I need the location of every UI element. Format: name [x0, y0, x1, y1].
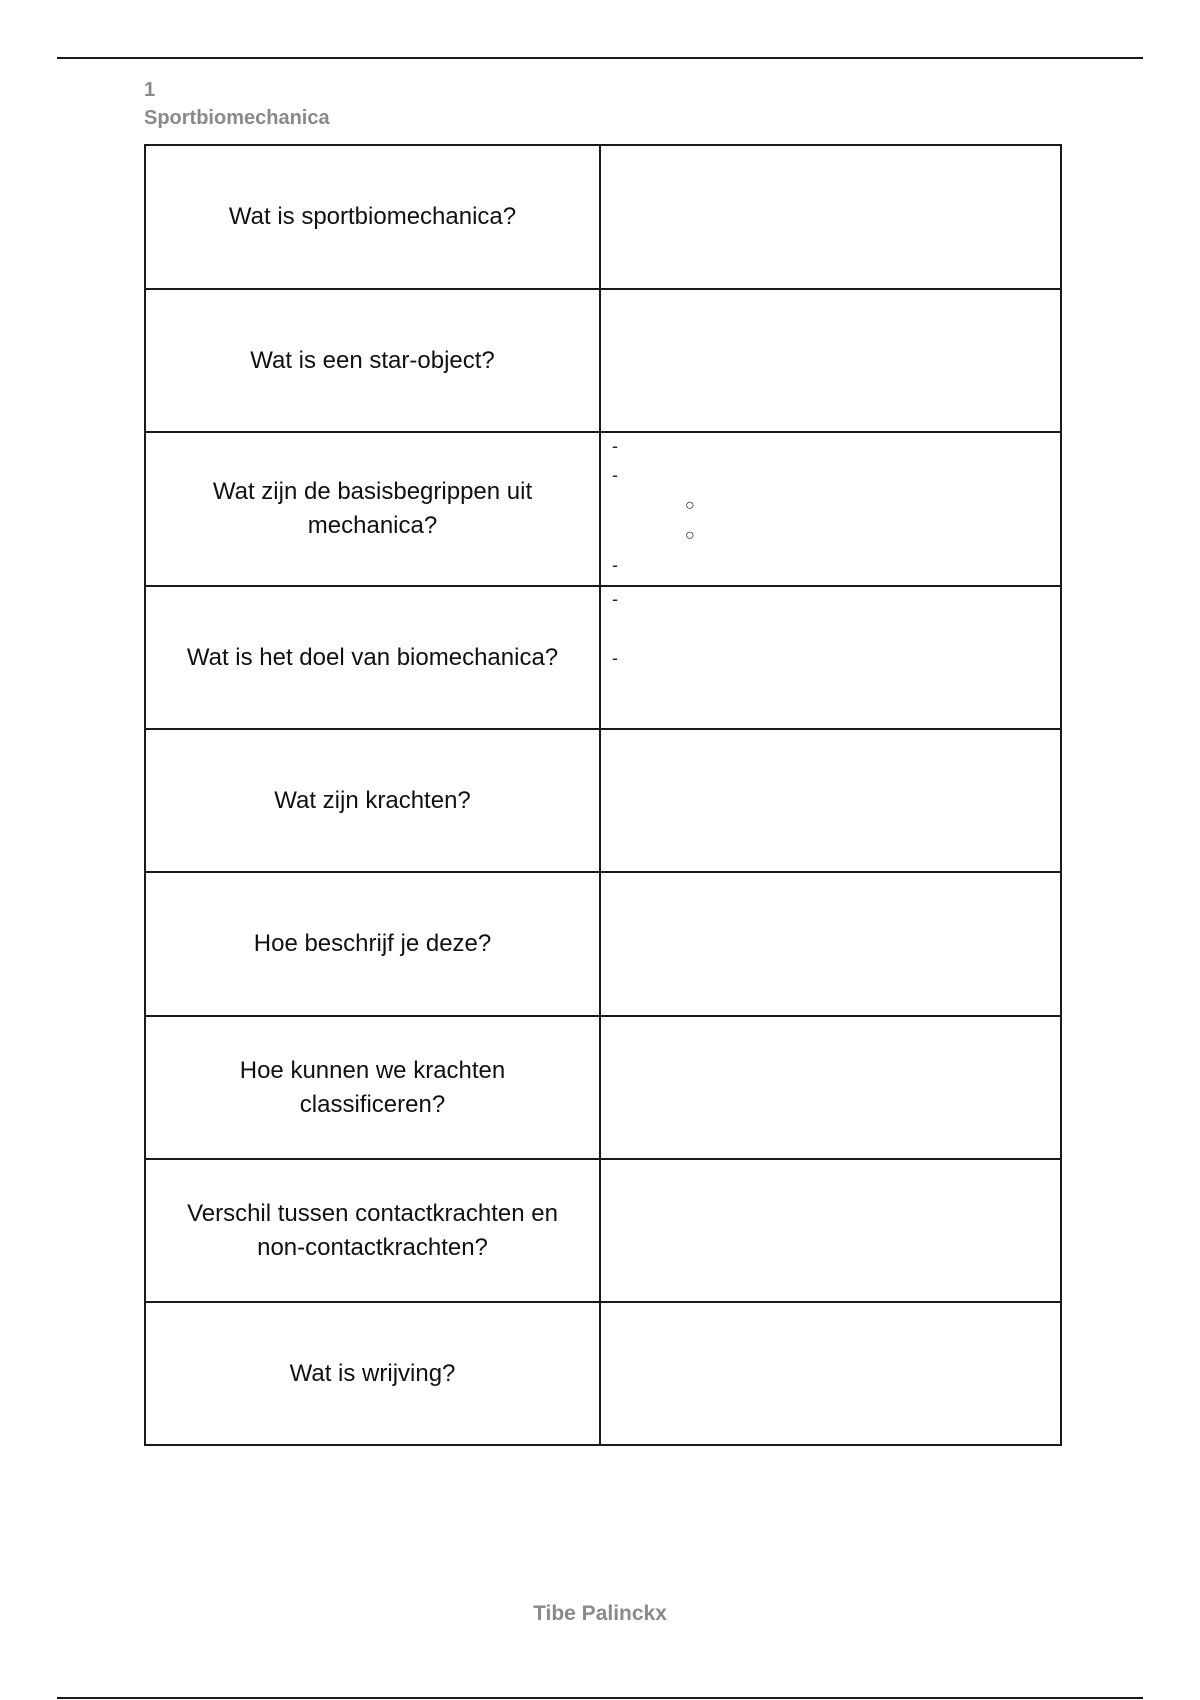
document-title: Sportbiomechanica	[144, 107, 330, 129]
footer-author: Tibe Palinckx	[533, 1602, 667, 1625]
answer-cell[interactable]	[600, 1302, 1061, 1445]
question-cell: Wat is een star-object?	[145, 289, 600, 432]
table-row	[145, 586, 1061, 729]
table-row	[145, 872, 1061, 1016]
page-header	[144, 76, 330, 132]
answer-cell[interactable]	[600, 729, 1061, 872]
table-row	[145, 432, 1061, 586]
answer-cell[interactable]	[600, 432, 1061, 586]
bottom-rule	[57, 1697, 1143, 1699]
answer-cell[interactable]	[600, 289, 1061, 432]
answer-cell[interactable]	[600, 145, 1061, 289]
bullet-dash: -	[612, 589, 618, 609]
table-row	[145, 289, 1061, 432]
question-cell: Wat is wrijving?	[145, 1302, 600, 1445]
question-table	[144, 144, 1062, 1446]
question-cell: Wat zijn krachten?	[145, 729, 600, 872]
table-row	[145, 145, 1061, 289]
table-row	[145, 1159, 1061, 1302]
bullet-circle: ○	[685, 497, 695, 514]
answer-cell[interactable]	[600, 586, 1061, 729]
bullet-circle: ○	[685, 527, 695, 544]
page-number: 1	[144, 79, 156, 101]
question-cell: Hoe kunnen we krachten classificeren?	[145, 1016, 600, 1159]
question-cell: Wat is het doel van biomechanica?	[145, 586, 600, 729]
top-rule	[57, 57, 1143, 59]
answer-cell[interactable]	[600, 872, 1061, 1016]
answer-cell[interactable]	[600, 1016, 1061, 1159]
bullet-dash: -	[612, 555, 618, 575]
table-row	[145, 1016, 1061, 1159]
bullet-dash: -	[612, 465, 618, 485]
answer-cell[interactable]	[600, 1159, 1061, 1302]
table-row	[145, 729, 1061, 872]
question-cell: Wat zijn de basisbegrippen uit mechanica?	[145, 432, 600, 586]
question-cell: Hoe beschrijf je deze?	[145, 872, 600, 1016]
bullet-dash: -	[612, 648, 618, 668]
bullet-dash: -	[612, 436, 618, 456]
table-row	[145, 1302, 1061, 1445]
question-cell: Wat is sportbiomechanica?	[145, 145, 600, 289]
question-cell: Verschil tussen contactkrachten en non-contactkrachten?	[145, 1159, 600, 1302]
